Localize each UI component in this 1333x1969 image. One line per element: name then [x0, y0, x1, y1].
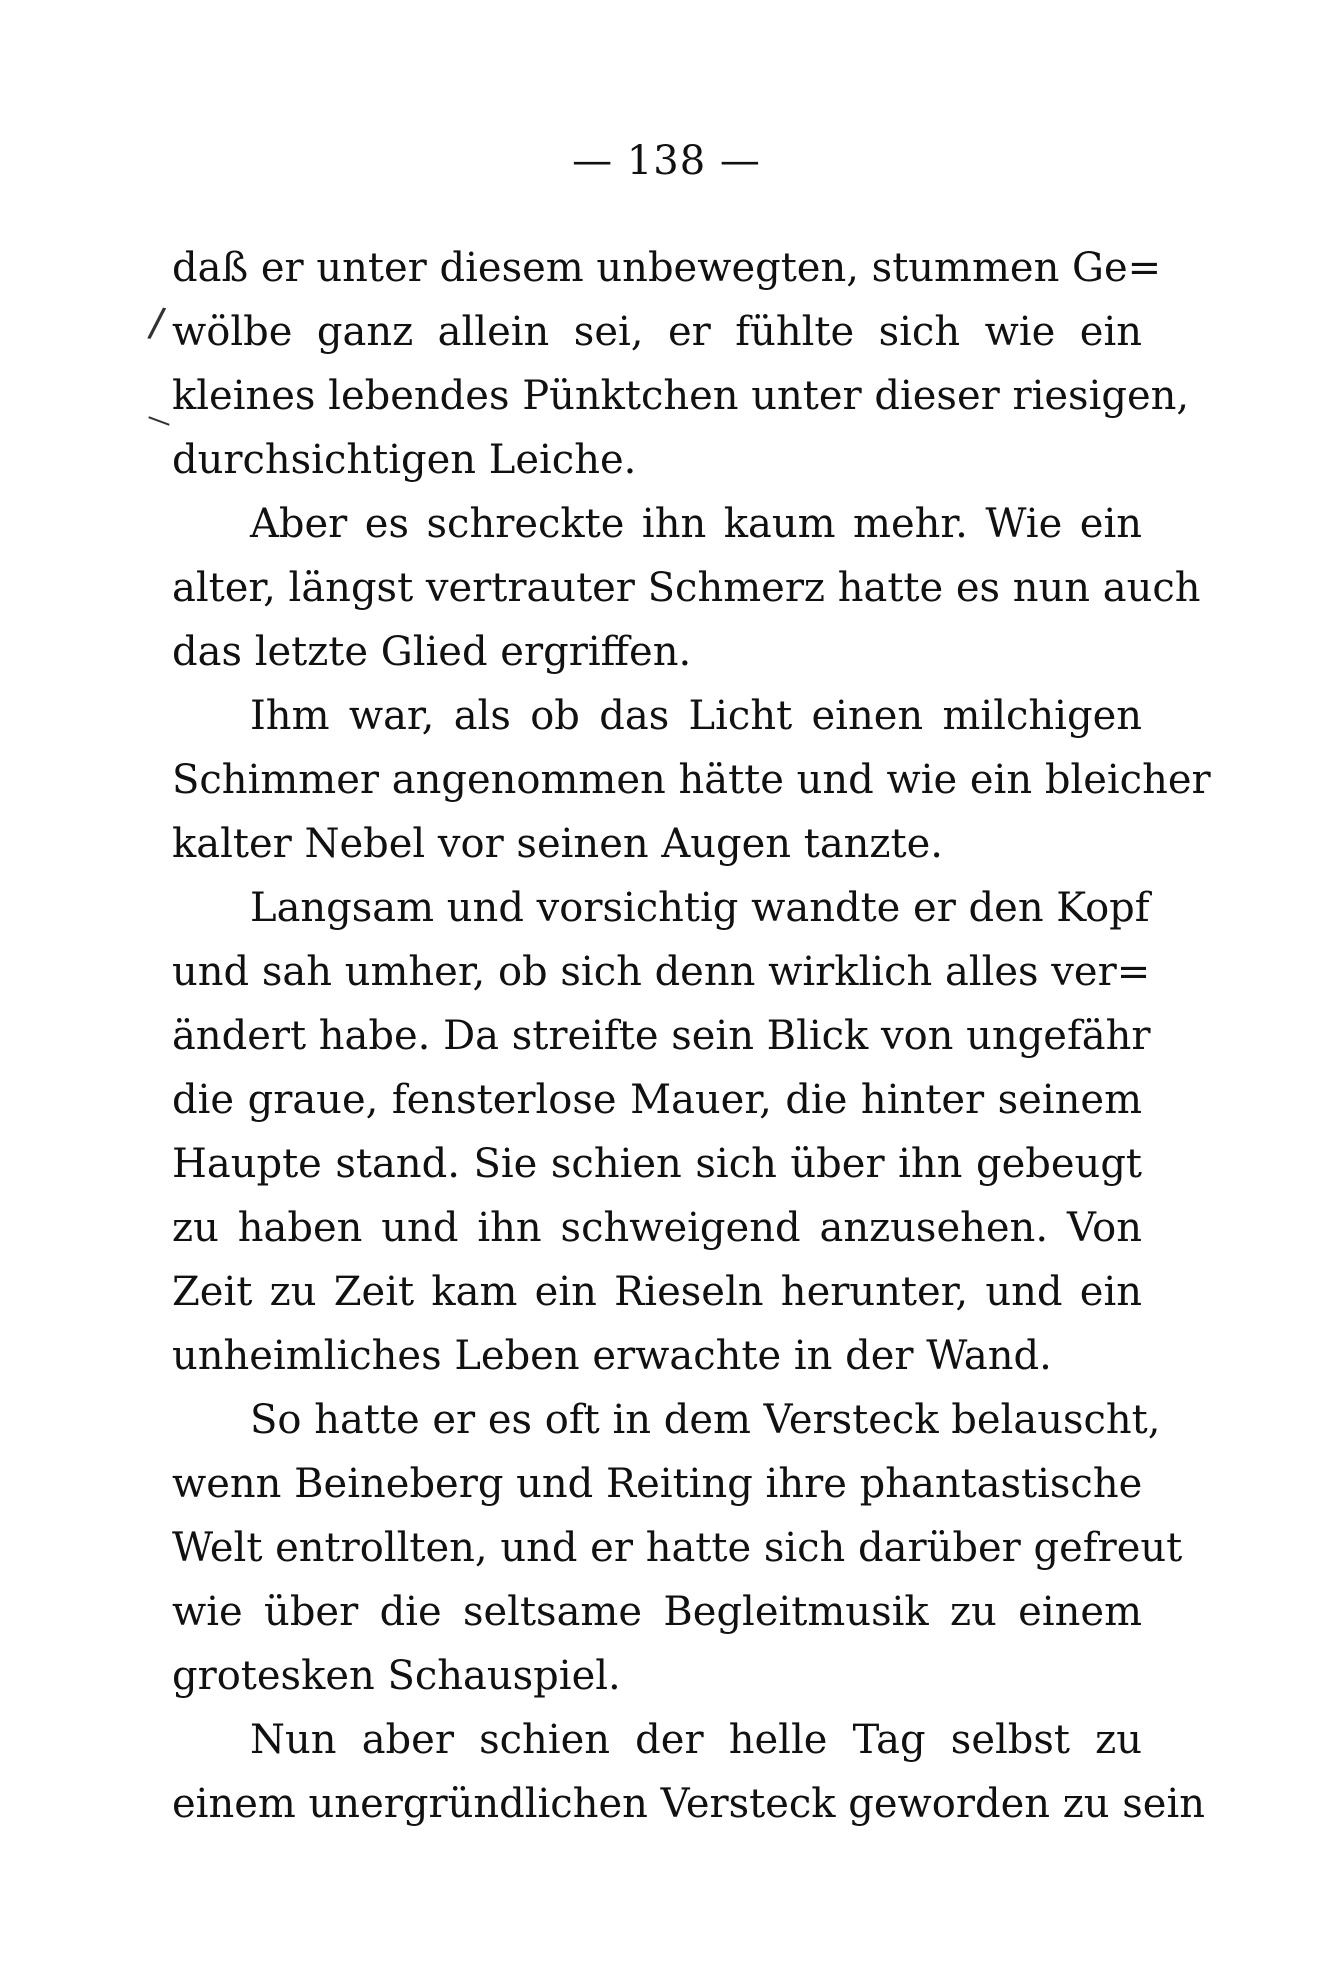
margin-slash-mark: /	[146, 299, 168, 347]
text-line: Welt entrollten, und er hatte sich darüber gefreut	[172, 1525, 1183, 1571]
page-number: — 138 —	[572, 138, 761, 184]
text-line: Schimmer angenommen hätte und wie ein bleicher	[172, 757, 1211, 803]
text-line: und sah umher, ob sich denn wirklich alles ver=	[172, 949, 1151, 995]
text-line: wölbe ganz allein sei, er fühlte sich wie ein	[172, 309, 1142, 355]
text-line: kalter Nebel vor seinen Augen tanzte.	[172, 821, 943, 867]
body-text	[172, 236, 1211, 1836]
text-line: grotesken Schauspiel.	[172, 1653, 621, 1699]
text-line: durchsichtigen Leiche.	[172, 437, 637, 483]
text-line: Ihm war, als ob das Licht einen milchigen	[250, 693, 1142, 739]
text-line: das letzte Glied ergriffen.	[172, 629, 692, 675]
text-line: daß er unter diesem unbewegten, stummen Ge=	[172, 245, 1162, 291]
margin-tick-mark	[148, 416, 169, 425]
text-line: unheimliches Leben erwachte in der Wand.	[172, 1333, 1052, 1379]
text-line: Aber es schreckte ihn kaum mehr. Wie ein	[250, 501, 1142, 547]
text-line: kleines lebendes Pünktchen unter dieser riesigen,	[172, 373, 1190, 419]
text-line: Haupte stand. Sie schien sich über ihn gebeugt	[172, 1141, 1142, 1187]
text-line: Zeit zu Zeit kam ein Rieseln herunter, und ein	[172, 1269, 1142, 1315]
text-line: die graue, fensterlose Mauer, die hinter seinem	[172, 1077, 1142, 1123]
text-line: ändert habe. Da streifte sein Blick von ungefähr	[172, 1013, 1151, 1059]
text-line: wie über die seltsame Begleitmusik zu einem	[172, 1589, 1142, 1635]
text-line: einem unergründlichen Versteck geworden zu sein	[172, 1781, 1206, 1827]
text-line: alter, längst vertrauter Schmerz hatte es nun auch	[172, 565, 1201, 611]
text-line: Nun aber schien der helle Tag selbst zu	[250, 1717, 1142, 1763]
text-line: So hatte er es oft in dem Versteck belauscht,	[250, 1397, 1161, 1443]
text-line: wenn Beineberg und Reiting ihre phantastische	[172, 1461, 1143, 1507]
text-line: Langsam und vorsichtig wandte er den Kopf	[250, 885, 1150, 931]
text-line: zu haben und ihn schweigend anzusehen. Von	[172, 1205, 1142, 1251]
